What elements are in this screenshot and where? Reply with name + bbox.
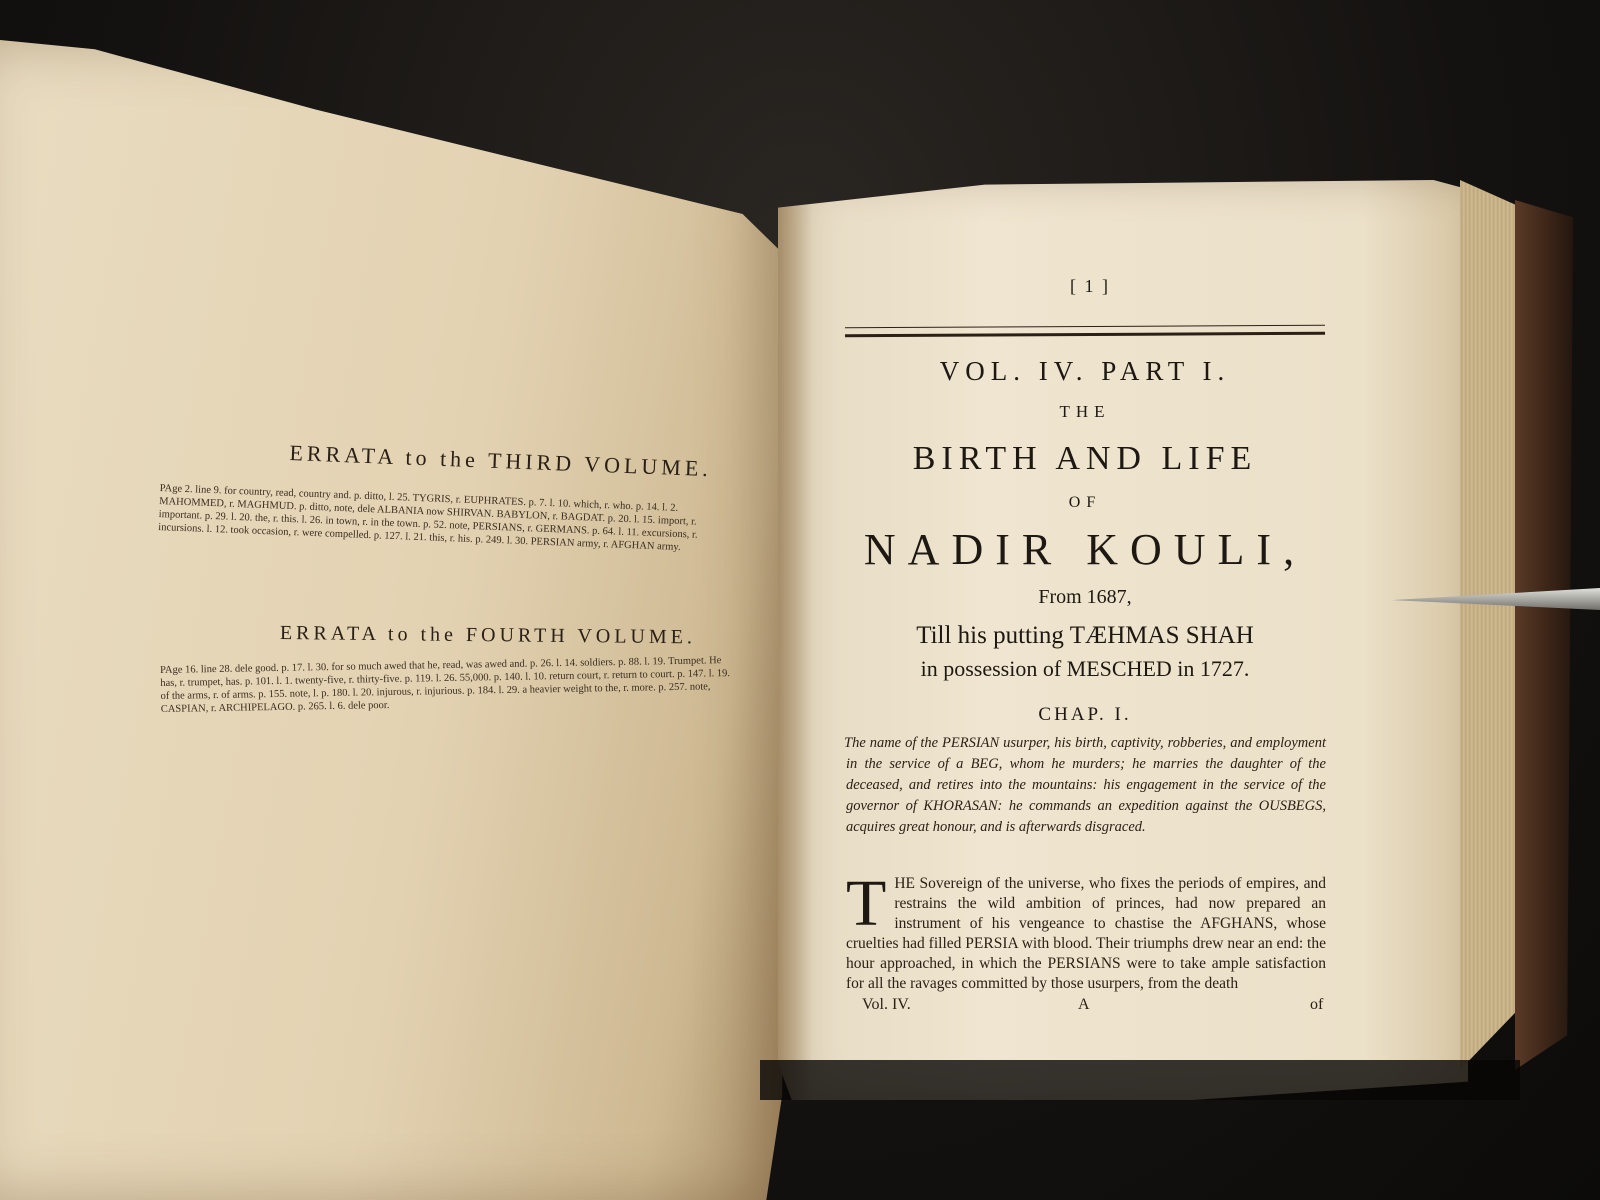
title-birth-and-life: BIRTH AND LIFE [912,440,1258,477]
body-paragraph [846,867,1326,994]
title-nadir-kouli: NADIR KOULI, [863,525,1307,574]
title-the: THE [1059,402,1111,421]
body-text: HE Sovereign of the universe, who fixes the periods of empires, and restrains the wild ambition of princes, had now prepared an instrument of his vengeance to chastise the AFGHANS, whose cruelties had filled PERSIA with blood. Their triumphs drew near an end: the hour approached, in which the PERSIANS were to take ample satisfaction for all the ravages committed by those usurpers, from the death [846,875,1326,992]
errata-third-volume-title: ERRATA to the THIRD VOLUME. [289,440,713,482]
title-till-line: Till his putting TÆHMAS SHAH [916,622,1254,649]
footer-signature-mark: A [1078,996,1090,1013]
leather-cover-edge [1515,200,1573,1070]
chapter-heading: CHAP. I. [1038,704,1132,725]
left-page [0,40,790,1200]
chapter-summary: The name of the PERSIAN usurper, his birth, captivity, robberies, and employment in the service of a BEG, whom he murders; he marries the daughter of the deceased, and retires into the mountains: his engagement in the service of the governor of KHORASAN: he commands an expedition against the OUSBEGS, acquires great honour, and is afterwards disgraced. [844,735,1326,835]
footer-catchword: of [1310,996,1324,1013]
errata-fourth-volume-title: ERRATA to the FOURTH VOLUME. [279,622,697,649]
footer-volume: Vol. IV. [862,996,911,1013]
page-number: [ 1 ] [1070,276,1110,296]
drop-cap: T [846,867,887,940]
book-shadow [760,1060,1520,1100]
title-from-date: From 1687, [1038,586,1132,608]
errata-fourth-volume-text: PAge 16. line 28. dele good. p. 17. l. 30. for so much awed that he, read, was awed and. p. 26. l. 14. soldiers. p. 88. l. 19. Trumpet. He has, r. trumpet, has. p. 101. l. 1. twenty-five, r. thirty-five. p. 119. l. 26. 55,000. p. 140. l. 10. return court, r. return to court. p. 147. l. 19. of the arms, r. of arms. p. 155. note, l. p. 180. l. 20. injurous, r. injurious. p. 184. l. 29. a heavier weight to the, r. more. p. 257. note, CASPIAN, r. ARCHIPELAGO. p. 265. l. 6. dele poor. [160,655,731,715]
page-block-edge [1460,180,1520,1070]
volume-heading: VOL. IV. PART I. [939,356,1231,386]
title-of: OF [1068,494,1102,511]
title-possession-line: in possession of MESCHED in 1727. [920,656,1250,681]
errata-third-volume-text: PAge 2. line 9. for country, read, country and. p. ditto, l. 25. TYGRIS, r. EUPHRATES. p. 7. l. 10. which, r. who. p. 14. l. 2. MAHOMMED, r. MAGHMUD. p. ditto, note, dele ALBANIA now SHIRVAN. BABYLON, r. BAGDAT. p. 20. l. 15. import, r. important. p. 29. l. 20. the, r. this. l. 26. in town, r. in the town. p. 52. note, PERSIANS, r. GERMANS. p. 64. l. 11. excursions, r. incursions. l. 12. took occasion, r. were compelled. p. 127. l. 21. this, r. his. p. 249. l. 30. PERSIAN army, r. AFGHAN army. [158,482,698,554]
